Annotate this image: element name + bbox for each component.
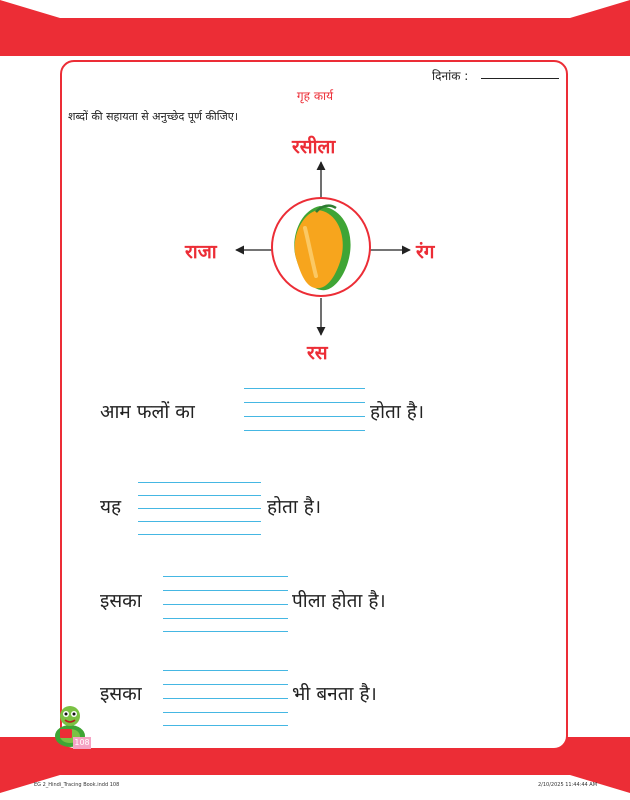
word-bottom: रस	[307, 342, 328, 364]
word-right: रंग	[416, 241, 435, 263]
footer-file-name: EG 2_Hindi_Tracing Book.indd 108	[34, 782, 120, 788]
sentence-3-blank[interactable]	[163, 576, 288, 632]
sentence-4-end: भी बनता है।	[292, 683, 377, 705]
page-title: गृह कार्य	[296, 89, 334, 103]
date-label: दिनांक :	[432, 69, 469, 83]
word-top: रसीला	[292, 136, 336, 158]
page-number: 108	[74, 738, 90, 747]
instruction-text: शब्दों की सहायता से अनुच्छेद पूर्ण कीजिए।	[68, 110, 239, 123]
sentence-1-end: होता है।	[370, 401, 425, 423]
word-left: राजा	[185, 241, 217, 263]
sentence-4-start: इसका	[100, 683, 142, 705]
sentence-2-blank[interactable]	[138, 482, 261, 538]
mango-icon	[272, 198, 370, 296]
sentence-3-end: पीला होता है।	[292, 590, 386, 612]
sentence-2-start: यह	[100, 496, 122, 518]
sentence-4-blank[interactable]	[163, 670, 288, 726]
footer-timestamp: 2/10/2025 11:44:44 AM	[538, 782, 598, 788]
sentence-2-end: होता है।	[267, 496, 322, 518]
sentence-1-start: आम फलों का	[100, 401, 195, 423]
sentence-1-blank[interactable]	[244, 388, 365, 444]
sentence-3-start: इसका	[100, 590, 142, 612]
